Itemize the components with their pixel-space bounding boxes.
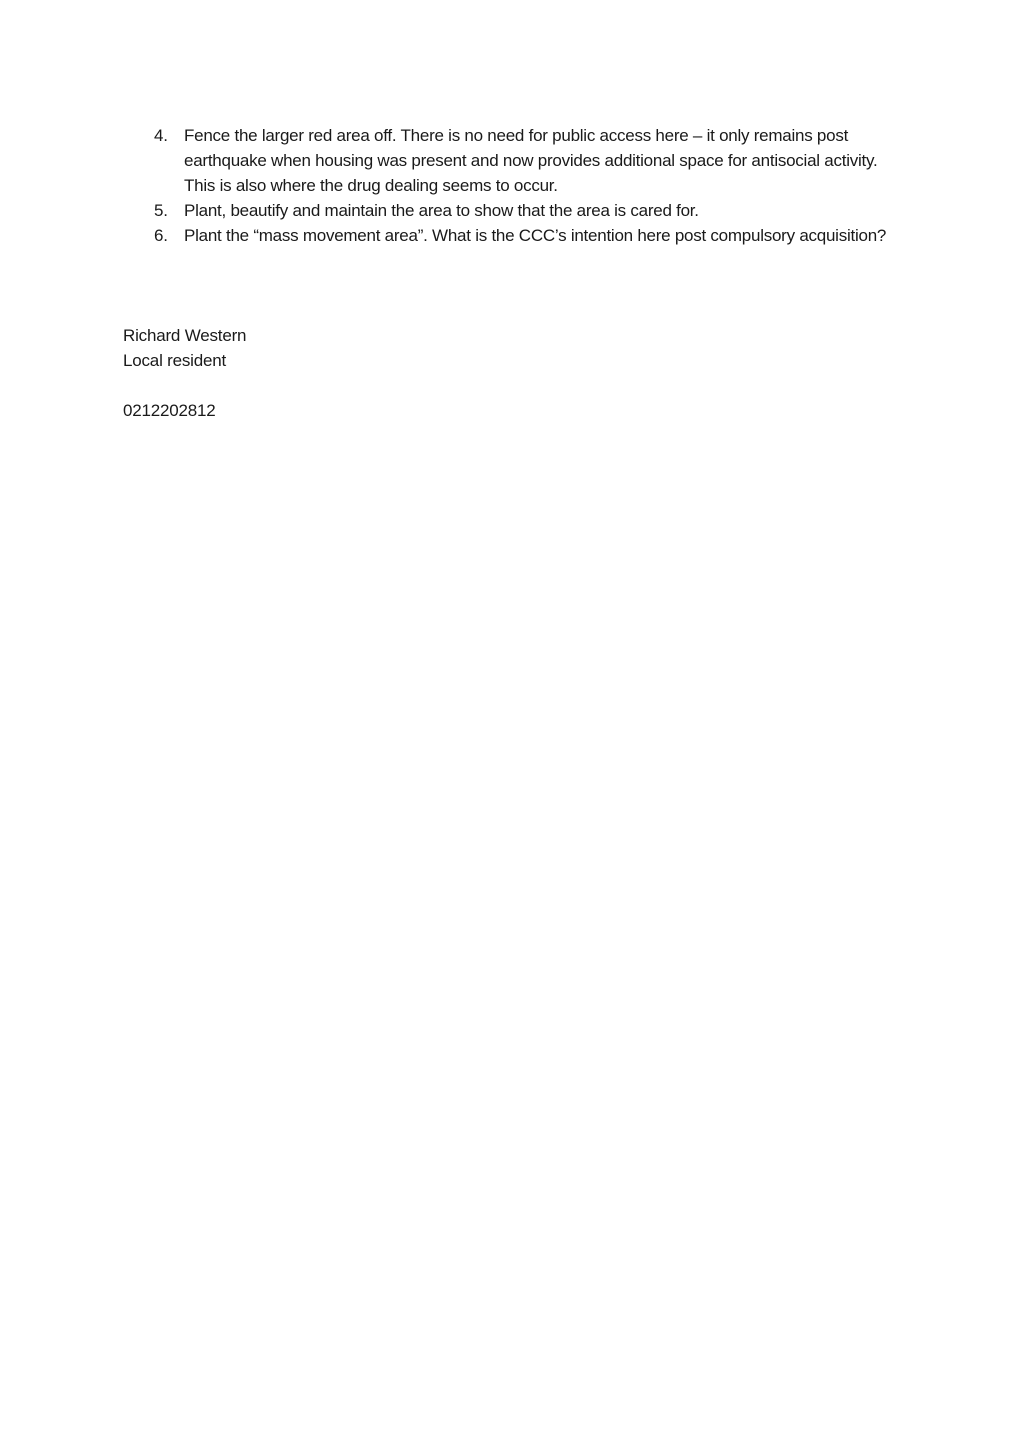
list-item [122, 223, 902, 248]
list-item-text: Plant the “mass movement area”. What is the CCC’s intention here post compulsory acquisition? [184, 226, 887, 245]
list-item-number: 6. [154, 226, 168, 245]
recommendation-list [122, 123, 902, 248]
signature-block [123, 323, 246, 373]
signature-name: Richard Western [123, 326, 247, 345]
list-item [122, 123, 902, 198]
list-item-text: Plant, beautify and maintain the area to show that the area is cared for. [184, 201, 699, 220]
signature-role: Local resident [123, 351, 227, 370]
list-item-number: 4. [154, 126, 168, 145]
list-item-text: Fence the larger red area off. There is no need for public access here – it only remains post earthquake when housing was present and now provides additional space for antisocial activity. This is also where the drug dealing seems to occur. [184, 126, 878, 195]
phone-number: 0212202812 [123, 401, 216, 420]
list-item [122, 198, 902, 223]
list-item-number: 5. [154, 201, 168, 220]
